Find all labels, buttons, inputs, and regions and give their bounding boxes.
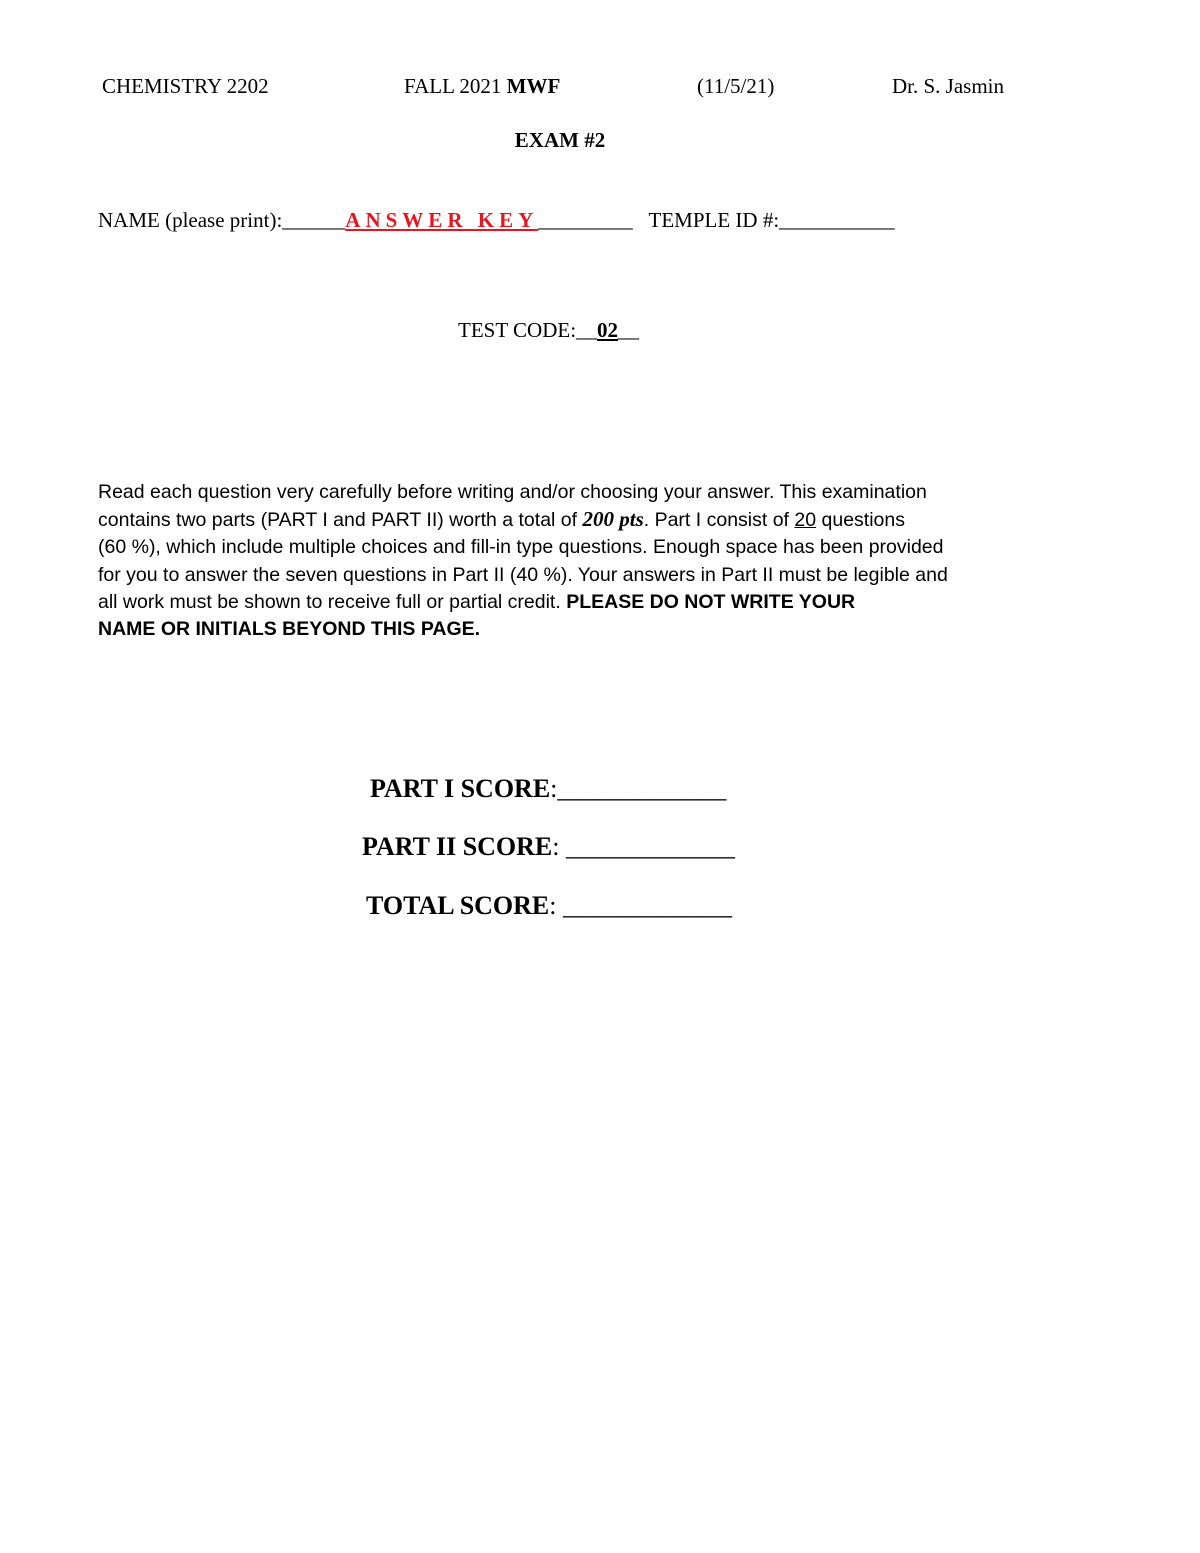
instructions-text: questions bbox=[816, 509, 905, 532]
name-blank-start: ______ bbox=[282, 208, 346, 232]
score-separator: : bbox=[552, 832, 567, 861]
test-code-blank-start: __ bbox=[576, 318, 598, 342]
name-row bbox=[98, 208, 895, 233]
instructions-line: Read each question very carefully before writing and/or choosing your answer. This examination bbox=[98, 481, 927, 503]
instructions-line bbox=[98, 506, 1058, 534]
score-separator: : bbox=[549, 891, 564, 920]
temple-id-label: TEMPLE ID #: bbox=[648, 208, 780, 232]
class-days: MWF bbox=[506, 74, 561, 98]
instructions-paragraph bbox=[98, 479, 1058, 643]
instructions-line bbox=[98, 589, 1058, 616]
part2-score-row bbox=[362, 832, 735, 862]
instructor-name: Dr. S. Jasmin bbox=[892, 74, 1005, 98]
temple-id-blank: ___________ bbox=[779, 208, 895, 232]
exam-date: (11/5/21) bbox=[697, 74, 775, 98]
test-code-value: 02 bbox=[597, 318, 619, 342]
part2-score-blank: _____________ bbox=[566, 832, 736, 861]
term: FALL 2021 bbox=[404, 74, 502, 98]
instructions-line: (60 %), which include multiple choices and fill-in type questions. Enough space has been provided bbox=[98, 536, 944, 559]
test-code-row bbox=[458, 318, 639, 343]
term-label bbox=[404, 74, 560, 99]
part1-score-blank: _____________ bbox=[557, 774, 727, 803]
instructions-warning: NAME OR INITIALS BEYOND THIS PAGE. bbox=[98, 618, 481, 641]
total-points: 200 pts bbox=[582, 507, 644, 532]
answer-key-value: ANSWER KEY bbox=[345, 208, 539, 232]
total-score-row bbox=[366, 891, 732, 921]
test-code-blank-end: __ bbox=[618, 318, 640, 342]
instructions-text: contains two parts (PART I and PART II) worth a total of bbox=[98, 509, 583, 532]
instructions-warning: PLEASE DO NOT WRITE YOUR bbox=[566, 590, 856, 613]
question-count: 20 bbox=[794, 509, 817, 532]
instructions-text: all work must be shown to receive full or partial credit. bbox=[98, 590, 567, 613]
test-code-label: TEST CODE: bbox=[458, 318, 577, 342]
part2-score-label: PART II SCORE bbox=[362, 832, 553, 861]
course-name: CHEMISTRY 2202 bbox=[102, 74, 269, 98]
name-blank-end: _________ bbox=[538, 208, 633, 232]
total-score-blank: _____________ bbox=[563, 891, 733, 920]
name-label: NAME (please print): bbox=[98, 208, 283, 232]
instructions-text: . Part I consist of bbox=[643, 509, 795, 532]
part1-score-label: PART I SCORE bbox=[370, 774, 551, 803]
total-score-label: TOTAL SCORE bbox=[366, 891, 550, 920]
score-separator: : bbox=[550, 774, 558, 803]
exam-title: EXAM #2 bbox=[514, 128, 606, 152]
instructions-line: for you to answer the seven questions in Part II (40 %). Your answers in Part II must be legible and bbox=[98, 563, 948, 586]
part1-score-row bbox=[370, 774, 726, 804]
